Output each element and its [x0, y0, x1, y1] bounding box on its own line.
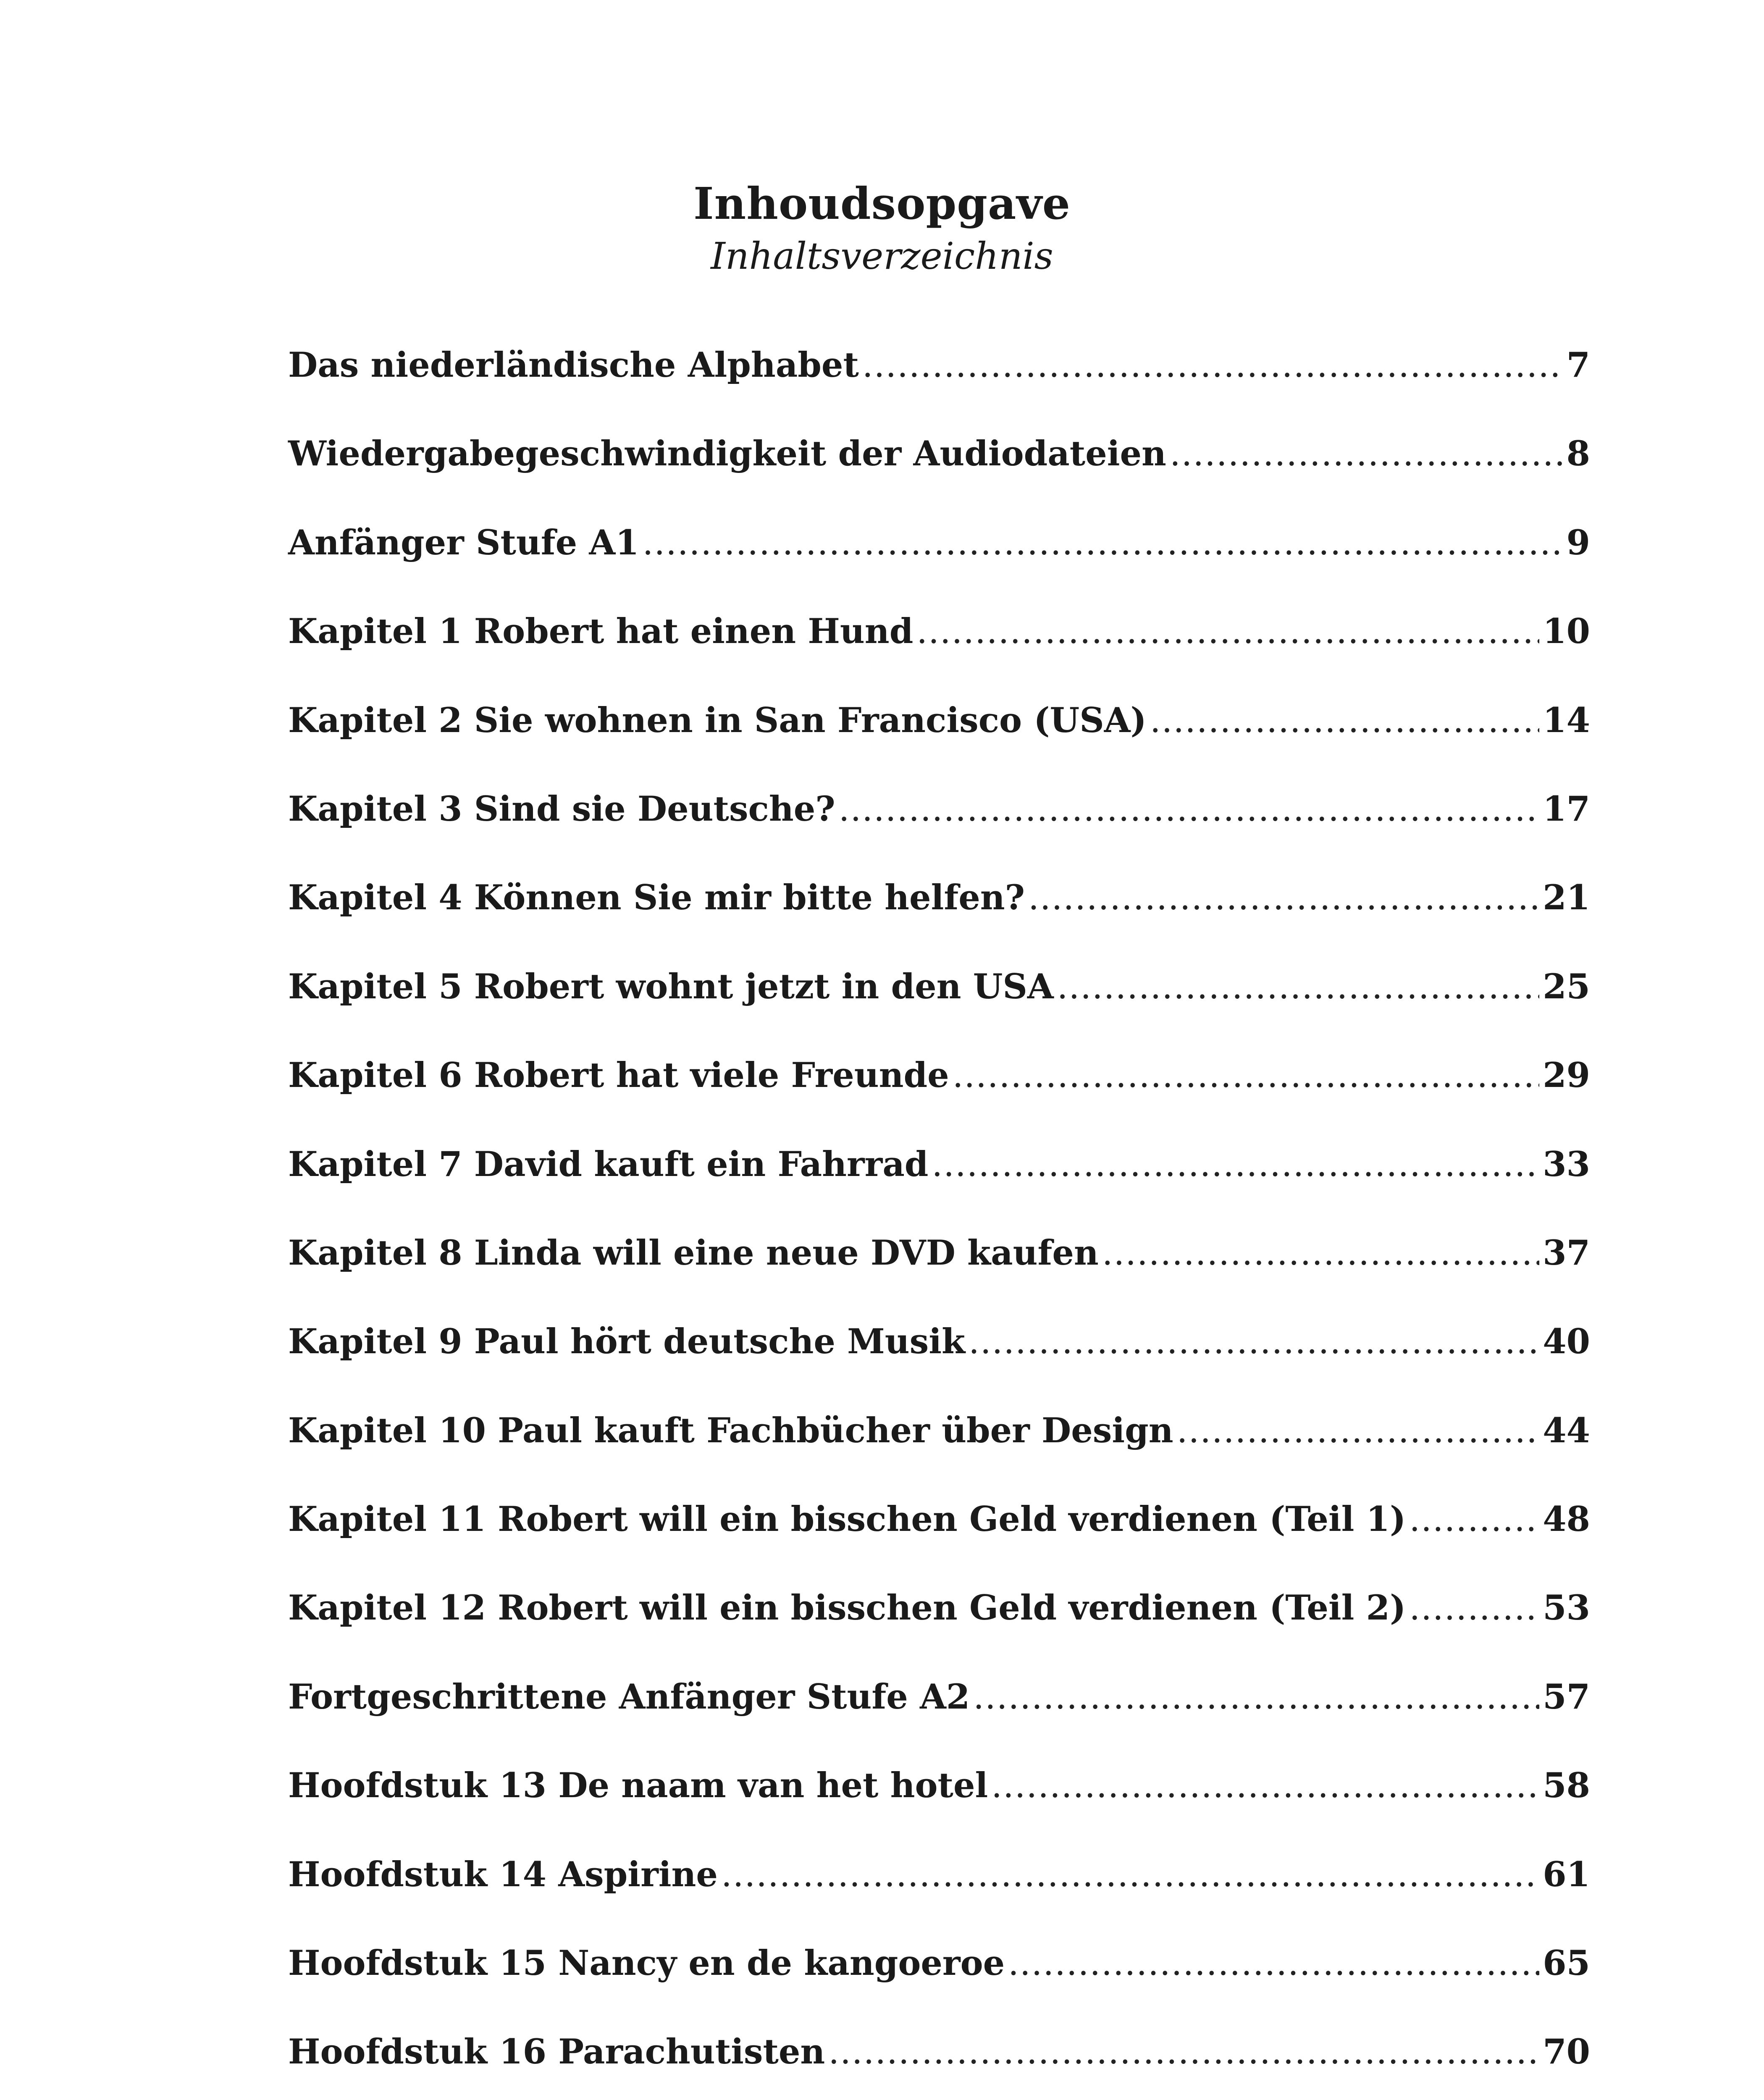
dot-leader [1057, 966, 1540, 1008]
dot-leader [1409, 1499, 1539, 1541]
toc-entry-title: Hoofdstuk 13 De naam van het hotel [288, 1766, 988, 1806]
toc-entry[interactable] [288, 1748, 1590, 1837]
toc-entry-title: Kapitel 10 Paul kauft Fachbücher über Design [288, 1410, 1173, 1451]
toc-entry[interactable] [288, 1482, 1590, 1570]
toc-entry-page: 8 [1566, 434, 1590, 474]
toc-entry[interactable] [288, 1926, 1590, 2014]
toc-entry-page: 40 [1543, 1322, 1590, 1362]
toc-entry-page: 48 [1543, 1499, 1590, 1540]
toc-entry[interactable] [288, 1215, 1590, 1304]
toc-entry[interactable] [288, 1127, 1590, 1215]
page-title: Inhoudsopgave [693, 178, 1071, 229]
toc-entry-page: 61 [1543, 1854, 1590, 1895]
dot-leader [721, 1854, 1539, 1896]
toc-entry-title: Kapitel 7 David kauft ein Fahrrad [288, 1144, 929, 1184]
dot-leader [932, 1144, 1539, 1186]
toc-entry[interactable] [288, 2014, 1590, 2100]
toc-entry-page: 33 [1543, 1144, 1590, 1184]
toc-entry[interactable] [288, 1038, 1590, 1126]
toc-entry-title: Kapitel 6 Robert hat viele Freunde [288, 1055, 949, 1096]
toc-heading [0, 176, 1764, 281]
toc-entry-page: 53 [1543, 1588, 1590, 1628]
toc-entry[interactable] [288, 772, 1590, 860]
toc-entry-page: 44 [1543, 1410, 1590, 1451]
dot-leader [1028, 877, 1539, 919]
toc-entry-title: Kapitel 9 Paul hört deutsche Musik [288, 1322, 966, 1362]
toc-entry[interactable] [288, 1837, 1590, 1926]
toc-entry-page: 21 [1543, 878, 1590, 918]
dot-leader [1102, 1232, 1539, 1274]
toc-entry[interactable] [288, 1570, 1590, 1659]
toc-entry-title: Das niederländische Alphabet [288, 345, 859, 385]
toc-entry-title: Hoofdstuk 14 Aspirine [288, 1854, 718, 1895]
toc-entry-page: 29 [1543, 1055, 1590, 1096]
dot-leader [916, 611, 1539, 653]
page-subtitle: Inhaltsverzeichnis [711, 234, 1053, 278]
toc-entry-title: Kapitel 5 Robert wohnt jetzt in den USA [288, 966, 1054, 1007]
toc-entry-page: 37 [1543, 1233, 1590, 1273]
toc-entry-title: Kapitel 2 Sie wohnen in San Francisco (USA) [288, 700, 1147, 740]
toc-entry-page: 58 [1543, 1766, 1590, 1806]
toc-entry-page: 9 [1566, 522, 1590, 563]
toc-entry[interactable] [288, 416, 1590, 505]
toc-entry-title: Hoofdstuk 16 Parachutisten [288, 2032, 825, 2072]
dot-leader [991, 1765, 1539, 1807]
toc-entry[interactable] [288, 683, 1590, 772]
dot-leader [839, 788, 1540, 830]
dot-leader [1409, 1587, 1539, 1629]
toc-entry-page: 70 [1543, 2032, 1590, 2072]
toc-entry[interactable] [288, 949, 1590, 1038]
dot-leader [969, 1321, 1539, 1363]
toc-entry-title: Kapitel 4 Können Sie mir bitte helfen? [288, 878, 1025, 918]
dot-leader [643, 522, 1563, 564]
toc-entry-title: Kapitel 3 Sind sie Deutsche? [288, 789, 835, 829]
toc-entry-page: 14 [1543, 700, 1590, 740]
toc-entry-title: Hoofdstuk 15 Nancy en de kangoeroe [288, 1943, 1005, 1984]
table-of-contents [288, 328, 1590, 2100]
toc-entry[interactable] [288, 1659, 1590, 1748]
dot-leader [828, 2031, 1539, 2073]
dot-leader [953, 1055, 1540, 1097]
toc-entry-title: Kapitel 8 Linda will eine neue DVD kaufen [288, 1233, 1099, 1273]
toc-entry-page: 7 [1566, 345, 1590, 385]
toc-entry-title: Kapitel 12 Robert will ein bisschen Geld verdienen (Teil 2) [288, 1588, 1406, 1628]
toc-entry-page: 65 [1543, 1943, 1590, 1984]
dot-leader [1008, 1942, 1539, 1984]
dot-leader [1177, 1410, 1540, 1452]
toc-entry-title: Kapitel 1 Robert hat einen Hund [288, 612, 914, 652]
dot-leader [862, 344, 1563, 386]
toc-entry[interactable] [288, 594, 1590, 682]
dot-leader [1150, 700, 1539, 742]
dot-leader [1170, 433, 1563, 475]
toc-entry[interactable] [288, 1393, 1590, 1482]
dot-leader [973, 1676, 1539, 1718]
toc-entry-title: Fortgeschrittene Anfänger Stufe A2 [288, 1677, 970, 1717]
toc-entry-title: Anfänger Stufe A1 [288, 522, 639, 563]
toc-entry-page: 57 [1543, 1677, 1590, 1717]
toc-entry-title: Kapitel 11 Robert will ein bisschen Geld verdienen (Teil 1) [288, 1499, 1406, 1540]
toc-entry-page: 25 [1543, 966, 1590, 1007]
toc-entry[interactable] [288, 505, 1590, 594]
toc-entry-title: Wiedergabegeschwindigkeit der Audiodateien [288, 434, 1166, 474]
toc-entry-page: 17 [1543, 789, 1590, 829]
toc-entry[interactable] [288, 1304, 1590, 1393]
toc-entry[interactable] [288, 328, 1590, 416]
toc-entry-page: 10 [1543, 612, 1590, 652]
toc-entry[interactable] [288, 860, 1590, 949]
